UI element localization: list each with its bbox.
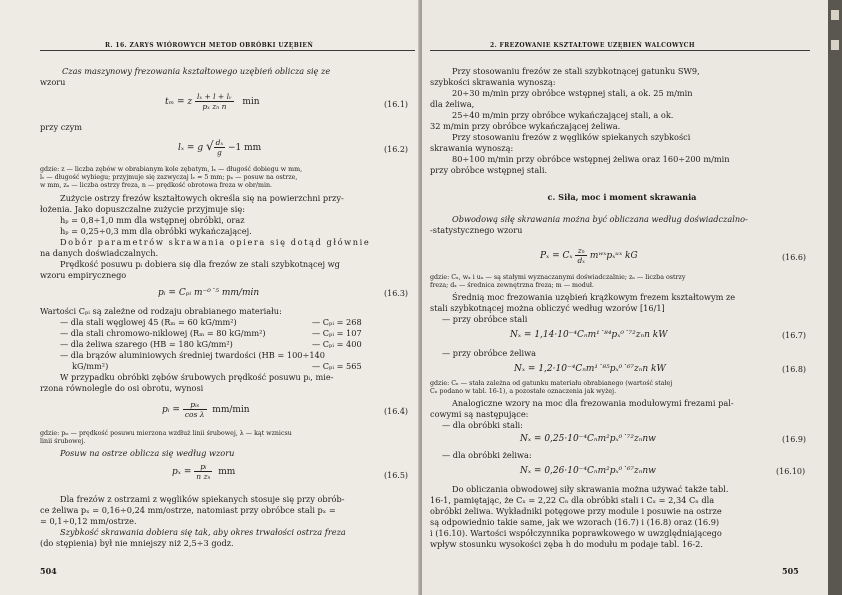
text-line: — przy obróbce żeliwa xyxy=(442,348,537,358)
text-line: gdzie: pᵢₛ — prędkość posuwu mierzona wzdłuż linii śrubowej, λ — kąt wznicsu xyxy=(40,430,292,437)
formula-16-4: pᵢ = $\frac{\text{pᵢₛ}}{\text{cos λ}}$ mm/min xyxy=(162,400,250,419)
text-line: wzoru empirycznego xyxy=(40,270,127,280)
text-line: Posuw na ostrze oblicza się według wzoru xyxy=(60,448,235,458)
text-line: 80÷100 m/min przy obróbce wstępnej żeliwa oraz 160÷200 m/min xyxy=(452,154,730,164)
formula-16-8: Nₓ = 1,2·10⁻⁴Cₙm¹˙⁸⁵pₓ⁰˙⁶⁷zₙn kW xyxy=(514,364,666,374)
text-line: Zużycie ostrzy frezów kształtowych określa się na powierzchni przy- xyxy=(60,193,344,203)
equation-number: (16.5) xyxy=(384,471,409,480)
text-line: w mm, zₙ — liczba ostrzy freza, n — prędkość obrotowa freza w obr/min. xyxy=(40,182,273,189)
text-line: lᵥ — długość wybiegu; przyjmuje się zazwyczaj lᵥ = 5 mm; pₓ — posuw na ostrze, xyxy=(40,174,298,181)
section-title: c. Siła, moc i moment skrawania xyxy=(547,192,697,202)
text-line: obróbki żeliwa. Wykładniki potęgowe przy module i posuwie na ostrze xyxy=(430,506,722,516)
header-rule xyxy=(40,50,415,51)
text-line: przy obróbce wstępnej stali. xyxy=(430,165,548,175)
text-line: ce żeliwa pₓ = 0,16÷0,24 mm/ostrze, natomiast przy obróbce stali pₓ = xyxy=(40,505,336,515)
text-line: — dla brązów aluminiowych średniej twardości (HB = 100÷140 xyxy=(60,350,325,360)
equation-number: (16.2) xyxy=(384,145,409,154)
page-number: 505 xyxy=(782,566,799,576)
text-line: Dobór parametrów skrawania opiera się dotąd głównie xyxy=(60,237,371,247)
text-line: cowymi są następujące: xyxy=(430,409,529,419)
equation-number: (16.8) xyxy=(782,365,807,374)
text-line: są odpowiednio takie same, jak we wzorach (16.7) i (16.8) oraz (16.9) xyxy=(430,517,720,527)
running-header: R. 16. ZARYS WIÓROWYCH METOD OBRÓBKI UZĘBIEŃ xyxy=(105,42,314,49)
cp-value: — Cₚᵢ = 400 xyxy=(312,339,362,349)
text-line: = 0,1÷0,12 mm/ostrze. xyxy=(40,516,137,526)
text-line: — przy obróbce stali xyxy=(442,314,528,324)
text-line: Przy stosowaniu frezów ze stali szybkotnącej gatunku SW9, xyxy=(452,66,700,76)
text-line: (do stępienia) był nie mniejszy niż 2,5÷3 godz. xyxy=(40,538,234,548)
text-line: hₚ = 0,25÷0,3 mm dla obróbki wykańczającej. xyxy=(60,226,252,236)
text-line: przy czym xyxy=(40,122,82,132)
formula-16-6: Pₓ = Cₓ $\frac{\text{zₙ}}{\text{dₓ}}$ mʷˣpₓᵘˣ kG xyxy=(540,246,638,265)
text-line: Analogiczne wzory na moc dla frezowania modułowymi frezami pal- xyxy=(452,398,734,408)
text-line: freza; dₓ — średnica zewnętrzna freza; m — moduł. xyxy=(430,282,594,289)
text-line: — dla stali chromowo-niklowej (Rₘ = 80 kG/mm²) xyxy=(60,328,266,338)
text-line: Szybkość skrawania dobiera się tak, aby okres trwałości ostrza freza xyxy=(60,527,346,537)
left-page xyxy=(0,0,420,595)
text-line: szybkości skrawania wynoszą: xyxy=(430,77,556,87)
text-line: Cₙ podano w tabl. 16-1), a pozostałe oznaczenia jak wyżej. xyxy=(430,388,617,395)
text-line: 16-1, pamiętając, że Cₓ = 2,22 Cₙ dla obróbki stali i Cₓ = 2,34 Cₙ dla xyxy=(430,495,715,505)
text-line: Przy stosowaniu frezów z węglików spiekanych szybkości xyxy=(452,132,691,142)
text-line: i (16.10). Wartości współczynnika poprawkowego w uwzględniającego xyxy=(430,528,722,538)
formula-16-9: Nₓ = 0,25·10⁻⁴Cₙm²pₓ⁰˙⁷²zₙnw xyxy=(520,434,656,444)
equation-number: (16.6) xyxy=(782,253,807,262)
text-line: Do obliczania obwodowej siły skrawania można używać także tabl. xyxy=(452,484,729,494)
text-line: na danych doświadczalnych. xyxy=(40,248,159,258)
formula-16-1: tₘ = z $\frac{\text{lₓ + l + lᵥ}}{\text{pₓ zₙ n}}$ min xyxy=(165,92,260,111)
text-line: — dla obróbki żeliwa: xyxy=(442,450,532,460)
text-line: 20÷30 m/min przy obróbce wstępnej stali, a ok. 25 m/min xyxy=(452,88,693,98)
formula-16-10: Nₓ = 0,26·10⁻⁴Cₙm²pₓ⁰˙⁶⁷zₙnw xyxy=(520,466,656,476)
cp-value: — Cₚᵢ = 268 xyxy=(312,317,362,327)
text-line: skrawania wynoszą: xyxy=(430,143,514,153)
text-line: gdzie: Cₓ, wₓ i uₓ — są stałymi wyznaczanymi doświadczalnie; zₙ — liczba ostrzy xyxy=(430,274,686,281)
text-line: gdzie: Cₙ — stała zależna od gatunku materiału obrabianego (wartość stałej xyxy=(430,380,673,387)
text-line: gdzie: z — liczba zębów w obrabianym kole zębatym, lₓ — długość dobiegu w mm, xyxy=(40,166,303,173)
text-line: linii śrubowej. xyxy=(40,438,86,445)
text-line: Średnią moc frezowania uzębień krążkowym frezem kształtowym ze xyxy=(452,292,736,302)
text-line: wzoru xyxy=(40,77,66,87)
text-line: hₚ = 0,8÷1,0 mm dla wstępnej obróbki, oraz xyxy=(60,215,245,225)
text-line: Czas maszynowy frezowania kształtowego uzębień oblicza się ze xyxy=(62,66,331,76)
text-line: — dla stali węglowej 45 (Rₘ = 60 kG/mm²) xyxy=(60,317,237,327)
text-line: dla żeliwa, xyxy=(430,99,475,109)
running-header: 2. FREZOWANIE KSZTAŁTOWE UZĘBIEŃ WALCOWYCH xyxy=(490,42,695,49)
text-line: -statystycznego wzoru xyxy=(430,225,523,235)
text-line: łożenia. Jako dopuszczalne zużycie przyjmuje się: xyxy=(40,204,245,214)
text-line: — dla obróbki stali: xyxy=(442,420,523,430)
scanner-edge xyxy=(828,0,842,595)
text-line: 32 m/min przy obróbce wykańczającej żeliwa. xyxy=(430,121,621,131)
text-line: stali szybkotnącej można obliczyć według wzorów [16/1] xyxy=(430,303,665,313)
formula-16-5: pₓ = $\frac{\text{pᵢ}}{\text{n zₙ}}$ mm xyxy=(172,462,236,481)
text-line: 25÷40 m/min przy obróbce wykańczającej stali, a ok. xyxy=(452,110,674,120)
text-line: Obwodową siłę skrawania można być obliczana według doświadczalno- xyxy=(452,214,748,224)
equation-number: (16.3) xyxy=(384,289,409,298)
text-line: Prędkość posuwu pᵢ dobiera się dla frezów ze stali szybkotnącej wg xyxy=(60,259,340,269)
text-line: Wartości Cₚᵢ są zależne od rodzaju obrabianego materiału: xyxy=(40,306,282,316)
formula-16-3: pᵢ = Cₚᵢ m⁻⁰˙⁵ mm/min xyxy=(158,288,260,298)
equation-number: (16.4) xyxy=(384,407,409,416)
header-rule xyxy=(430,50,810,51)
text-line: kG/mm²) xyxy=(72,361,109,371)
equation-number: (16.10) xyxy=(776,467,806,476)
right-page xyxy=(422,0,842,595)
text-line: W przypadku obróbki zębów śrubowych prędkość posuwu pᵢ, mie- xyxy=(60,372,334,382)
text-line: rzona równolegle do osi obrotu, wynosi xyxy=(40,383,204,393)
text-line: — dla żeliwa szarego (HB = 180 kG/mm²) xyxy=(60,339,233,349)
formula-16-7: Nₓ = 1,14·10⁻⁴Cₙm¹˙⁸⁴pₓ⁰˙⁷²zₙn kW xyxy=(510,330,668,340)
formula-16-2: lₓ = g √ $\frac{\text{dₓ}}{g}$ −1 mm xyxy=(178,138,262,157)
cp-value: — Cₚᵢ = 565 xyxy=(312,361,362,371)
cp-value: — Cₚᵢ = 107 xyxy=(312,328,362,338)
equation-number: (16.9) xyxy=(782,435,807,444)
equation-number: (16.7) xyxy=(782,331,807,340)
text-line: Dla frezów z ostrzami z węglików spiekanych stosuje się przy obrób- xyxy=(60,494,345,504)
page-number: 504 xyxy=(40,566,57,576)
text-line: wpływ stosunku wysokości zęba h do modułu m podaje tabl. 16-2. xyxy=(430,539,703,549)
equation-number: (16.1) xyxy=(384,100,409,109)
